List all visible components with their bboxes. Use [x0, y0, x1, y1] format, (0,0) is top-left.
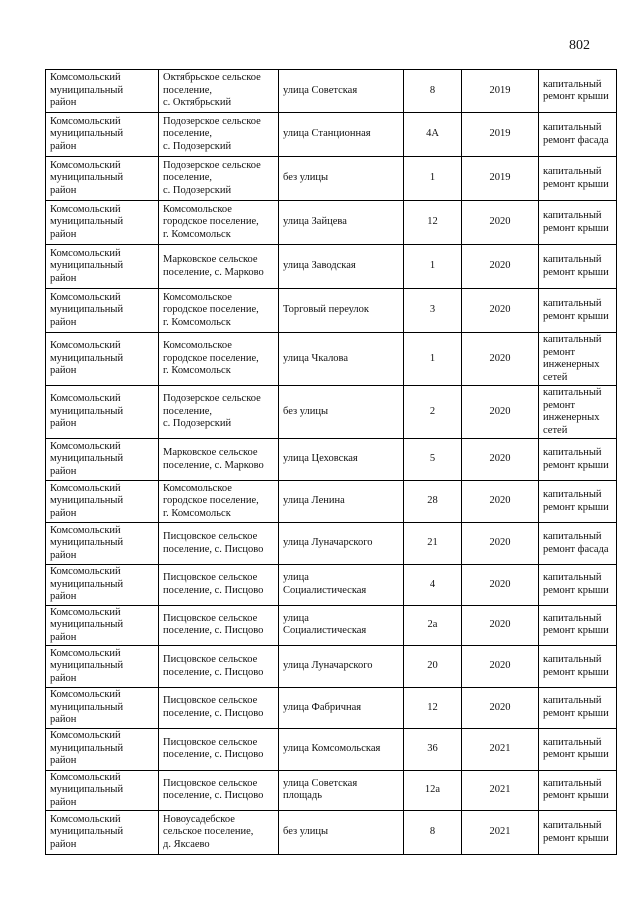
street-cell: улица Станционная: [279, 113, 404, 157]
table-row: [46, 481, 617, 523]
settlement-cell: Писцовское сельское поселение, с. Писцово: [159, 728, 279, 770]
district-cell: Комсомольский муниципальный район: [46, 646, 159, 688]
building-number-cell: 8: [404, 70, 462, 113]
work-type-cell: капитальный ремонт инженерных сетей: [539, 333, 617, 386]
settlement-cell: Новоусадебское сельское поселение, д. Яксаево: [159, 811, 279, 855]
work-type-cell: капитальный ремонт крыши: [539, 565, 617, 606]
table-row: [46, 728, 617, 770]
settlement-cell: Марковское сельское поселение, с. Марково: [159, 245, 279, 289]
work-type-cell: капитальный ремонт крыши: [539, 770, 617, 811]
settlement-cell: Октябрьское сельское поселение, с. Октябрьский: [159, 70, 279, 113]
work-type-cell: капитальный ремонт крыши: [539, 289, 617, 333]
building-number-cell: 28: [404, 481, 462, 523]
district-cell: Комсомольский муниципальный район: [46, 113, 159, 157]
work-type-cell: капитальный ремонт крыши: [539, 439, 617, 481]
year-cell: 2019: [462, 113, 539, 157]
settlement-cell: Подозерское сельское поселение, с. Подозерский: [159, 386, 279, 439]
table-row: [46, 157, 617, 201]
district-cell: Комсомольский муниципальный район: [46, 565, 159, 606]
building-number-cell: 2а: [404, 605, 462, 646]
district-cell: Комсомольский муниципальный район: [46, 70, 159, 113]
street-cell: улица Социалистическая: [279, 605, 404, 646]
building-number-cell: 3: [404, 289, 462, 333]
work-type-cell: капитальный ремонт фасада: [539, 113, 617, 157]
building-number-cell: 4: [404, 565, 462, 606]
settlement-cell: Марковское сельское поселение, с. Марково: [159, 439, 279, 481]
table-row: [46, 605, 617, 646]
building-number-cell: 8: [404, 811, 462, 855]
year-cell: 2020: [462, 565, 539, 606]
year-cell: 2020: [462, 386, 539, 439]
building-number-cell: 5: [404, 439, 462, 481]
district-cell: Комсомольский муниципальный район: [46, 289, 159, 333]
street-cell: улица Чкалова: [279, 333, 404, 386]
table-row: [46, 113, 617, 157]
street-cell: улица Советская площадь: [279, 770, 404, 811]
work-type-cell: капитальный ремонт крыши: [539, 201, 617, 245]
table-row: [46, 70, 617, 113]
district-cell: Комсомольский муниципальный район: [46, 157, 159, 201]
settlement-cell: Писцовское сельское поселение, с. Писцово: [159, 646, 279, 688]
settlement-cell: Подозерское сельское поселение, с. Подозерский: [159, 113, 279, 157]
settlement-cell: Подозерское сельское поселение, с. Подозерский: [159, 157, 279, 201]
district-cell: Комсомольский муниципальный район: [46, 770, 159, 811]
year-cell: 2020: [462, 289, 539, 333]
settlement-cell: Комсомольское городское поселение, г. Комсомольск: [159, 481, 279, 523]
work-type-cell: капитальный ремонт крыши: [539, 245, 617, 289]
street-cell: улица Социалистическая: [279, 565, 404, 606]
year-cell: 2020: [462, 245, 539, 289]
street-cell: улица Фабричная: [279, 688, 404, 729]
table-row: [46, 289, 617, 333]
work-type-cell: капитальный ремонт крыши: [539, 157, 617, 201]
building-number-cell: 2: [404, 386, 462, 439]
district-cell: Комсомольский муниципальный район: [46, 201, 159, 245]
work-type-cell: капитальный ремонт инженерных сетей: [539, 386, 617, 439]
building-number-cell: 4А: [404, 113, 462, 157]
year-cell: 2020: [462, 688, 539, 729]
building-number-cell: 12а: [404, 770, 462, 811]
year-cell: 2021: [462, 728, 539, 770]
table-row: [46, 688, 617, 729]
building-number-cell: 12: [404, 201, 462, 245]
settlement-cell: Писцовское сельское поселение, с. Писцово: [159, 688, 279, 729]
table-row: [46, 646, 617, 688]
street-cell: без улицы: [279, 157, 404, 201]
year-cell: 2020: [462, 481, 539, 523]
table-row: [46, 245, 617, 289]
district-cell: Комсомольский муниципальный район: [46, 245, 159, 289]
work-type-cell: капитальный ремонт крыши: [539, 70, 617, 113]
building-number-cell: 1: [404, 245, 462, 289]
work-type-cell: капитальный ремонт крыши: [539, 688, 617, 729]
street-cell: улица Луначарского: [279, 523, 404, 565]
year-cell: 2019: [462, 70, 539, 113]
street-cell: улица Ленина: [279, 481, 404, 523]
settlement-cell: Писцовское сельское поселение, с. Писцово: [159, 523, 279, 565]
district-cell: Комсомольский муниципальный район: [46, 688, 159, 729]
work-type-cell: капитальный ремонт крыши: [539, 811, 617, 855]
page-number: 802: [569, 38, 590, 53]
district-cell: Комсомольский муниципальный район: [46, 386, 159, 439]
building-number-cell: 1: [404, 333, 462, 386]
year-cell: 2021: [462, 770, 539, 811]
year-cell: 2020: [462, 605, 539, 646]
settlement-cell: Писцовское сельское поселение, с. Писцово: [159, 770, 279, 811]
work-type-cell: капитальный ремонт крыши: [539, 605, 617, 646]
district-cell: Комсомольский муниципальный район: [46, 728, 159, 770]
building-number-cell: 12: [404, 688, 462, 729]
district-cell: Комсомольский муниципальный район: [46, 605, 159, 646]
street-cell: улица Заводская: [279, 245, 404, 289]
year-cell: 2020: [462, 201, 539, 245]
district-cell: Комсомольский муниципальный район: [46, 439, 159, 481]
building-number-cell: 1: [404, 157, 462, 201]
building-number-cell: 21: [404, 523, 462, 565]
building-number-cell: 20: [404, 646, 462, 688]
table-row: [46, 439, 617, 481]
street-cell: Торговый переулок: [279, 289, 404, 333]
street-cell: улица Цеховская: [279, 439, 404, 481]
year-cell: 2020: [462, 439, 539, 481]
settlement-cell: Комсомольское городское поселение, г. Комсомольск: [159, 333, 279, 386]
year-cell: 2021: [462, 811, 539, 855]
work-type-cell: капитальный ремонт крыши: [539, 481, 617, 523]
work-type-cell: капитальный ремонт крыши: [539, 646, 617, 688]
street-cell: без улицы: [279, 386, 404, 439]
table-row: [46, 333, 617, 386]
street-cell: улица Зайцева: [279, 201, 404, 245]
street-cell: улица Комсомольская: [279, 728, 404, 770]
street-cell: без улицы: [279, 811, 404, 855]
table-row: [46, 201, 617, 245]
settlement-cell: Писцовское сельское поселение, с. Писцово: [159, 565, 279, 606]
table-row: [46, 565, 617, 606]
settlement-cell: Комсомольское городское поселение, г. Комсомольск: [159, 201, 279, 245]
settlement-cell: Писцовское сельское поселение, с. Писцово: [159, 605, 279, 646]
district-cell: Комсомольский муниципальный район: [46, 523, 159, 565]
repair-schedule-table: [45, 69, 617, 855]
district-cell: Комсомольский муниципальный район: [46, 333, 159, 386]
table-row: [46, 386, 617, 439]
street-cell: улица Луначарского: [279, 646, 404, 688]
street-cell: улица Советская: [279, 70, 404, 113]
table-row: [46, 523, 617, 565]
district-cell: Комсомольский муниципальный район: [46, 811, 159, 855]
year-cell: 2020: [462, 646, 539, 688]
work-type-cell: капитальный ремонт фасада: [539, 523, 617, 565]
table-body: [46, 70, 617, 855]
district-cell: Комсомольский муниципальный район: [46, 481, 159, 523]
year-cell: 2019: [462, 157, 539, 201]
year-cell: 2020: [462, 523, 539, 565]
settlement-cell: Комсомольское городское поселение, г. Комсомольск: [159, 289, 279, 333]
building-number-cell: 36: [404, 728, 462, 770]
year-cell: 2020: [462, 333, 539, 386]
work-type-cell: капитальный ремонт крыши: [539, 728, 617, 770]
table-row: [46, 811, 617, 855]
table-row: [46, 770, 617, 811]
